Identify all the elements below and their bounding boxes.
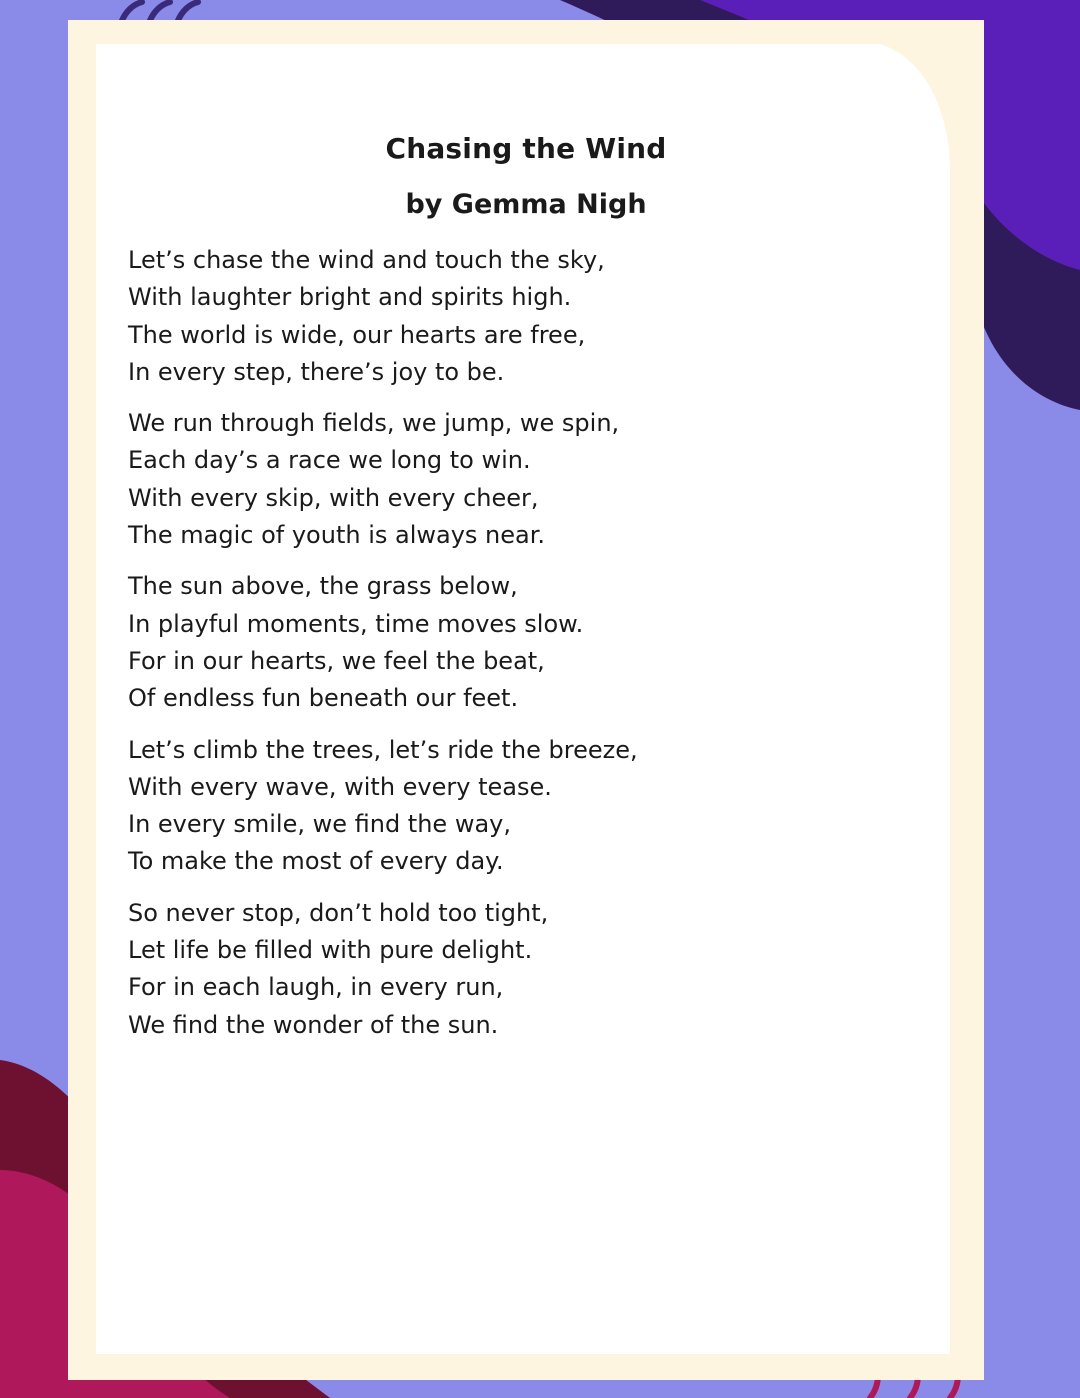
poem-line: To make the most of every day. <box>128 847 504 876</box>
poem-line: Of endless fun beneath our feet. <box>128 684 519 713</box>
poem-line: In every smile, we find the way, <box>128 810 511 839</box>
poem-line: With every wave, with every tease. <box>128 772 552 801</box>
poem-author: by Gemma Nigh <box>405 189 647 220</box>
stanza-1 <box>128 242 928 391</box>
poem-title: Chasing the Wind <box>385 132 667 165</box>
poem-line: For in each laugh, in every run, <box>128 973 504 1002</box>
poem-page <box>96 44 956 1354</box>
stanza-5 <box>128 895 928 1044</box>
poem-line: We run through fields, we jump, we spin, <box>128 409 620 438</box>
poem-line: Let’s chase the wind and touch the sky, <box>128 246 605 274</box>
poem-line: Let’s climb the trees, let’s ride the breeze, <box>128 735 638 764</box>
stanza-2 <box>128 405 928 554</box>
poem-line: For in our hearts, we feel the beat, <box>128 646 545 675</box>
poem-line: In every step, there’s joy to be. <box>128 357 505 386</box>
poem-line: We find the wonder of the sun. <box>128 1010 499 1039</box>
stanza-3 <box>128 568 928 717</box>
poem-line: The magic of youth is always near. <box>128 521 546 550</box>
poem-body <box>128 242 928 1058</box>
poem-line: So never stop, don’t hold too tight, <box>128 898 549 927</box>
stanza-4 <box>128 732 928 881</box>
poem-line: Let life be filled with pure delight. <box>128 936 533 965</box>
poem-line: The world is wide, our hearts are free, <box>128 320 586 349</box>
poem-line: In playful moments, time moves slow. <box>128 609 584 638</box>
poem-line: The sun above, the grass below, <box>128 572 518 601</box>
poem-line: With every skip, with every cheer, <box>128 483 539 512</box>
poem-line: Each day’s a race we long to win. <box>128 446 531 475</box>
poem-line: With laughter bright and spirits high. <box>128 283 572 312</box>
